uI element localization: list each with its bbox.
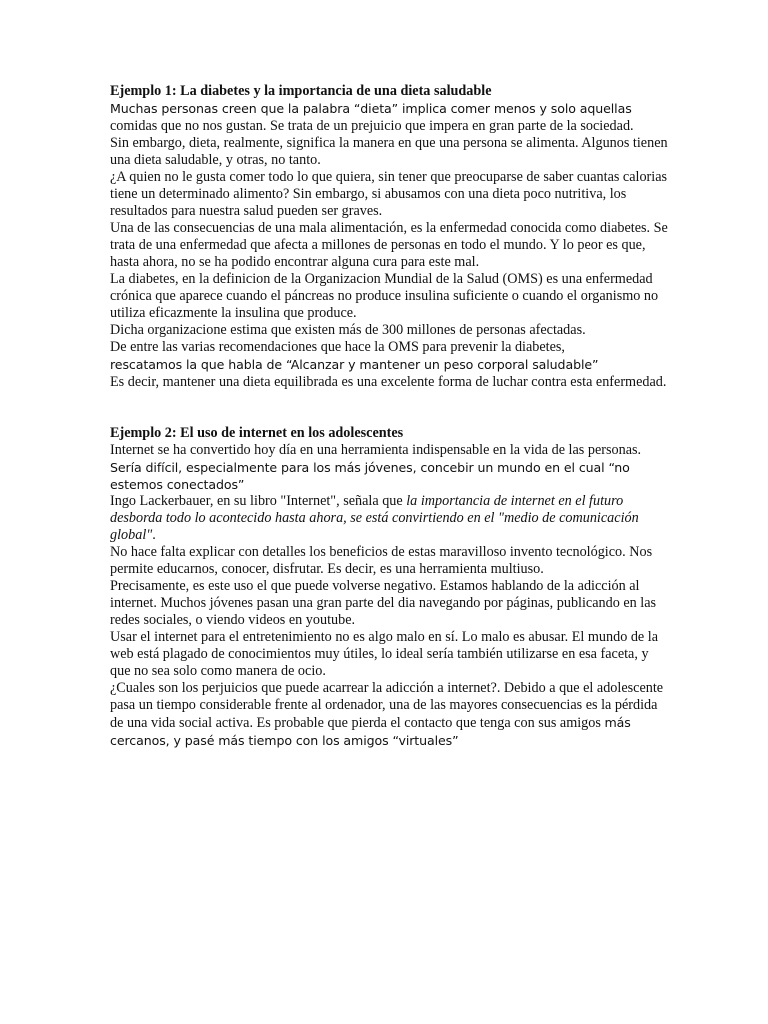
paragraph: Es decir, mantener una dieta equilibrada es una excelente forma de luchar contra esta enfermedad. <box>110 374 667 390</box>
paragraph-text: comidas que no nos gustan. Se trata de un prejuicio que impera en gran parte de la sociedad. <box>110 118 634 134</box>
paragraph: Usar el internet para el entretenimiento no es algo malo en sí. Lo malo es abusar. El mundo de la web está plagado de conocimientos muy útiles, lo ideal sería también utilizarse en esa faceta, y que no sea solo como manera de ocio. <box>110 629 659 679</box>
section-gap <box>110 391 670 425</box>
paragraph-text: más cercanos, y pasé más tiempo con los amigos “virtuales” <box>110 715 631 748</box>
section-ejemplo-1 <box>110 83 670 391</box>
paragraph-text: rescatamos la que habla de “Alcanzar y mantener un peso corporal saludable” <box>110 357 599 372</box>
document-page <box>110 83 670 750</box>
paragraph: ¿A quien no le gusta comer todo lo que quiera, sin tener que preocuparse de saber cuantas calorias tiene un determinado alimento? Sin embargo, si abusamos con una dieta poco nutritiva, los resultados para nuestra salud pueden ser graves. <box>110 169 668 219</box>
paragraph-text: De entre las varias recomendaciones que hace la OMS para prevenir la diabetes, <box>110 339 565 355</box>
paragraph: Sería difícil, especialmente para los más jóvenes, concebir un mundo en el cual “no estemos conectados” <box>110 460 630 492</box>
paragraph: Dicha organizacione estima que existen más de 300 millones de personas afectadas. <box>110 322 586 338</box>
paragraph: Sin embargo, dieta, realmente, significa la manera en que una persona se alimenta. Algunos tienen una dieta saludable, y otras, no tanto. <box>110 135 668 168</box>
paragraph: Una de las consecuencias de una mala alimentación, es la enfermedad conocida como diabetes. Se trata de una enfermedad que afecta a millones de personas en todo el mundo. Y lo peor es que, hasta ahora, no se ha podido encontrar alguna cura para este mal. <box>110 220 668 270</box>
paragraph-text: ¿Cuales son los perjuicios que puede acarrear la adicción a internet?. Debido a que el adolescente pasa un tiempo considerable frente al ordenador, una de las mayores consecuencias es la pérdida de una vida social activa. Es probable que pierda el contacto que tenga con sus amigos <box>110 680 664 731</box>
quoted-text: la importancia de internet en el futuro desborda todo lo acontecido hasta ahora, se está convirtiendo en el "medio de comunicación global" <box>110 493 639 543</box>
paragraph: Precisamente, es este uso el que puede volverse negativo. Estamos hablando de la adicción al internet. Muchos jóvenes pasan una gran parte del dia navegando por páginas, publicando en las redes sociales, o viendo videos en youtube. <box>110 578 657 628</box>
paragraph-text: . <box>152 527 156 543</box>
paragraph <box>110 339 670 374</box>
section-title: Ejemplo 1: La diabetes y la importancia de una dieta saludable <box>110 83 492 99</box>
section-title: Ejemplo 2: El uso de internet en los adolescentes <box>110 425 404 441</box>
paragraph: La diabetes, en la definicion de la Organizacion Mundial de la Salud (OMS) es una enfermedad crónica que aparece cuando el páncreas no produce insulina suficiente o cuando el organismo no utiliza eficazmente la insulina que produce. <box>110 271 659 321</box>
paragraph <box>110 100 670 135</box>
paragraph <box>110 680 670 750</box>
paragraph: No hace falta explicar con detalles los beneficios de estas maravilloso invento tecnológico. Nos permite educarnos, conocer, disfrutar. Es decir, es una herramienta multiuso. <box>110 544 653 577</box>
paragraph-text: Ingo Lackerbauer, en su libro "Internet", señala que <box>110 493 407 509</box>
paragraph: Internet se ha convertido hoy día en una herramienta indispensable en la vida de las personas. <box>110 442 642 458</box>
paragraph <box>110 493 670 544</box>
section-ejemplo-2 <box>110 425 670 750</box>
paragraph-text: Muchas personas creen que la palabra “dieta” implica comer menos y solo aquellas <box>110 101 632 116</box>
